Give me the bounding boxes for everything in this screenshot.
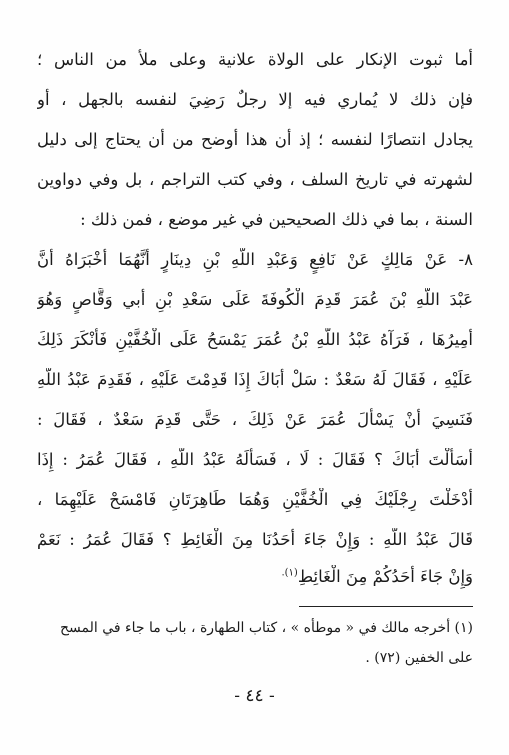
body-line-5: السنة ، بما في ذلك الصحيحين في غير موضع ، فمن ذلك : xyxy=(80,210,473,229)
body-line-2: فإن ذلك لا يُماري فيه إلا رجلٌ رَضِيَ لنفسه بالجهل ، أو xyxy=(37,90,473,109)
hadith-line-9-text: وَإِنْ جَاءَ أَحَدُكُمْ مِنَ الْغَائِطِ xyxy=(297,567,473,586)
hadith-line-9 xyxy=(37,565,473,593)
hadith-line-7: أَدْخَلْتَ رِجْلَيْكَ فِي الْخُفَّيْنِ وَهُمَا طَاهِرَتَانِ فَامْسَحْ عَلَيْهِمَا ، xyxy=(37,490,473,509)
body-line-1: أما ثبوت الإنكار على الولاة علانية وعلى ملأ من الناس ؛ xyxy=(37,50,473,69)
footnote-marker: (١). xyxy=(281,567,298,579)
page-number: - ٤٤ - xyxy=(234,686,275,706)
hadith-line-5: فَنَسِيَ أَنْ يَسْأَلَ عُمَرَ عَنْ ذَلِكَ ، حَتَّى قَدِمَ سَعْدٌ ، فَقَالَ : xyxy=(37,410,473,429)
footnote-line-1: (١) أخرجه مالك في « موطأه » ، كتاب الطهارة ، باب ما جاء في المسح xyxy=(59,620,473,636)
hadith-line-8: قَالَ عَبْدُ اللَّهِ : وَإِنْ جَاءَ أَحَدُنَا مِنَ الْغَائِطِ ؟ فَقَالَ عُمَرُ : نَعَمْ xyxy=(37,530,473,549)
footnote-line-2: على الخفين (٧٢) . xyxy=(365,650,473,666)
body-line-3: يجادل انتصارًا لنفسه ؛ إذ أن هذا أوضح من أن يحتاج إلى دليل xyxy=(37,130,473,149)
hadith-line-6: أَسَأَلْتَ أَبَاكَ ؟ فَقَالَ : لَا ، فَسَأَلَهُ عَبْدُ اللَّهِ ، فَقَالَ عُمَرُ : إِذَا xyxy=(37,450,473,469)
body-line-4: لشهرته في تاريخ السلف ، وفي كتب التراجم ، بل وفي دواوين xyxy=(37,170,473,189)
footnote-divider xyxy=(299,606,473,607)
hadith-line-4: عَلَيْهِ ، فَقَالَ لَهُ سَعْدٌ : سَلْ أَبَاكَ إِذَا قَدِمْتَ عَلَيْهِ ، فَقَدِمَ عَبْدُ اللَّهِ xyxy=(37,370,473,389)
hadith-line-3: أَمِيرُهَا ، فَرَآهُ عَبْدُ اللَّهِ بْنُ عُمَرَ يَمْسَحُ عَلَى الْخُفَّيْنِ فَأَنْكَرَ ذَلِكَ xyxy=(37,330,473,349)
hadith-line-1: ٨- عَنْ مَالِكٍ عَنْ نَافِعٍ وَعَبْدِ اللَّهِ بْنِ دِينَارٍ أَنَّهُمَا أَخْبَرَاهُ أَنَّ xyxy=(37,250,473,269)
hadith-line-2: عَبْدَ اللَّهِ بْنَ عُمَرَ قَدِمَ الْكُوفَةَ عَلَى سَعْدِ بْنِ أبي وَقَّاصٍ وَهُوَ xyxy=(37,290,473,309)
